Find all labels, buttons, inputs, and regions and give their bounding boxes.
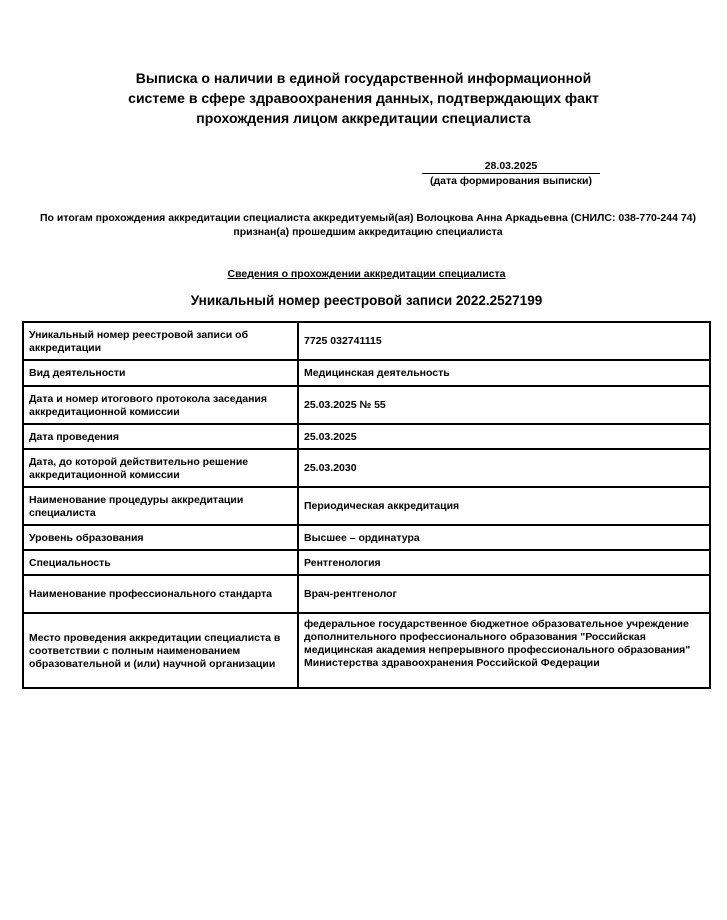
row-label: Наименование профессионального стандарта: [23, 575, 298, 613]
row-label: Дата и номер итогового протокола заседания аккредитационной комиссии: [23, 386, 298, 424]
row-label: Вид деятельности: [23, 360, 298, 386]
row-label: Специальность: [23, 550, 298, 575]
row-value: Медицинская деятельность: [298, 360, 710, 386]
issue-date-block: [422, 159, 600, 189]
issue-date-caption: (дата формирования выписки): [430, 175, 592, 187]
row-value: 7725 032741115: [298, 322, 710, 360]
document-title: [0, 68, 727, 128]
accreditation-details-table: [22, 321, 711, 689]
row-label: Наименование процедуры аккредитации специалиста: [23, 487, 298, 525]
table-row: [23, 525, 710, 550]
row-label: Дата проведения: [23, 424, 298, 449]
table-row: [23, 575, 710, 613]
issue-date: 28.03.2025: [422, 159, 600, 174]
row-label: Место проведения аккредитации специалиста в соответствии с полным наименованием образовательной и (или) научной организации: [23, 613, 298, 688]
title-line-3: прохождения лицом аккредитации специалиста: [196, 110, 531, 126]
row-value: федеральное государственное бюджетное образовательное учреждение дополнительного профессионального образования "Российская медицинская академия непрерывного профессионального образования" Министерства здравоохранения Российской Федерации: [298, 613, 710, 688]
table-row: [23, 550, 710, 575]
row-value: Высшее – ординатура: [298, 525, 710, 550]
row-label: Дата, до которой действительно решение аккредитационной комиссии: [23, 449, 298, 487]
row-value: 25.03.2030: [298, 449, 710, 487]
table-row: [23, 487, 710, 525]
table-row: [23, 424, 710, 449]
row-value: Врач-рентгенолог: [298, 575, 710, 613]
section-title: Сведения о прохождении аккредитации специалиста: [227, 268, 506, 280]
table-row: [23, 449, 710, 487]
row-value: 25.03.2025: [298, 424, 710, 449]
registry-record-title: Уникальный номер реестровой записи 2022.2527199: [190, 293, 543, 308]
table-row: [23, 386, 710, 424]
table-row: [23, 360, 710, 386]
table-row: [23, 322, 710, 360]
row-label: Уникальный номер реестровой записи об аккредитации: [23, 322, 298, 360]
row-value: Рентгенология: [298, 550, 710, 575]
table-row: [23, 613, 710, 688]
row-value: 25.03.2025 № 55: [298, 386, 710, 424]
title-line-2: системе в сфере здравоохранения данных, подтверждающих факт: [128, 90, 599, 106]
title-line-1: Выписка о наличии в единой государственной информационной: [135, 70, 592, 86]
row-value: Периодическая аккредитация: [298, 487, 710, 525]
accreditation-statement: По итогам прохождения аккредитации специалиста аккредитуемый(ая) Волоцкова Анна Аркадьевна (СНИЛС: 038-770-244 74) признан(а) прошедшим аккредитацию специалиста: [40, 212, 696, 238]
row-label: Уровень образования: [23, 525, 298, 550]
